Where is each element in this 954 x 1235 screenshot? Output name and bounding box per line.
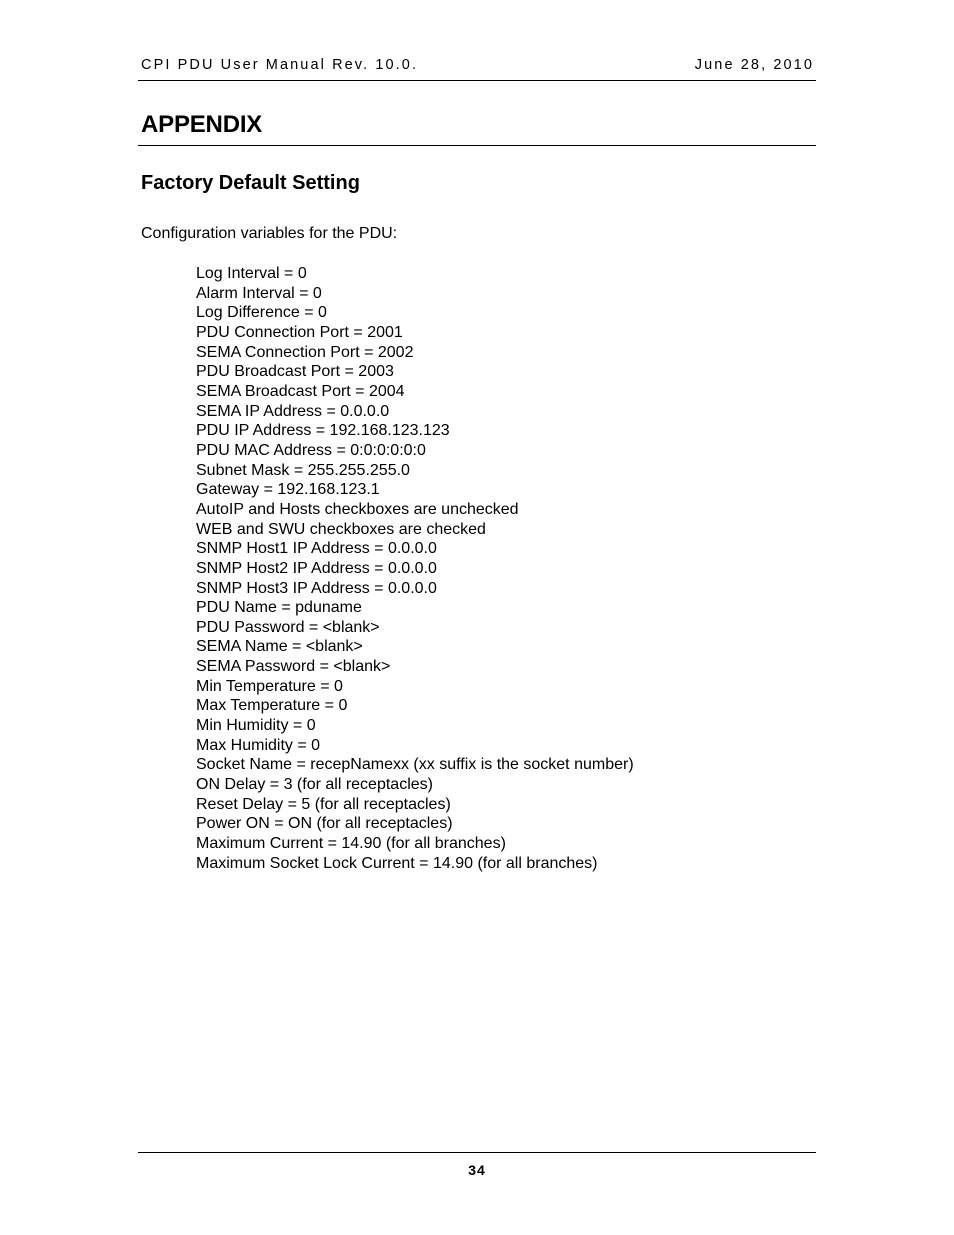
- setting-item: AutoIP and Hosts checkboxes are unchecked: [196, 500, 519, 518]
- setting-item: Log Difference = 0: [196, 304, 327, 322]
- setting-item: SEMA Broadcast Port = 2004: [196, 382, 405, 400]
- setting-item: ON Delay = 3 (for all receptacles): [196, 776, 433, 794]
- appendix-title: APPENDIX: [141, 111, 263, 138]
- setting-item: Gateway = 192.168.123.1: [196, 481, 380, 499]
- manual-title: CPI PDU User Manual Rev. 10.0.: [141, 57, 419, 73]
- setting-item: Max Humidity = 0: [196, 736, 321, 754]
- setting-item: WEB and SWU checkboxes are checked: [196, 520, 486, 538]
- setting-item: PDU Name = pduname: [196, 599, 362, 617]
- manual-date: June 28, 2010: [694, 57, 814, 73]
- setting-item: Min Temperature = 0: [196, 677, 343, 695]
- setting-item: Max Temperature = 0: [196, 697, 348, 715]
- setting-item: Maximum Socket Lock Current = 14.90 (for all branches): [196, 854, 598, 872]
- setting-item: Alarm Interval = 0: [196, 284, 322, 302]
- setting-item: PDU Connection Port = 2001: [196, 323, 403, 341]
- default-settings-list: [196, 264, 634, 873]
- setting-item: Subnet Mask = 255.255.255.0: [196, 461, 410, 479]
- setting-item: Maximum Current = 14.90 (for all branches): [196, 835, 506, 853]
- setting-item: Min Humidity = 0: [196, 717, 316, 735]
- setting-item: SEMA Password = <blank>: [196, 658, 391, 676]
- section-title: Factory Default Setting: [141, 172, 360, 194]
- setting-item: Socket Name = recepNamexx (xx suffix is the socket number): [196, 756, 634, 774]
- setting-item: Power ON = ON (for all receptacles): [196, 815, 453, 833]
- setting-item: Reset Delay = 5 (for all receptacles): [196, 795, 451, 813]
- page-number: 34: [468, 1162, 486, 1178]
- setting-item: Log Interval = 0: [196, 265, 307, 282]
- setting-item: SEMA Name = <blank>: [196, 638, 363, 656]
- page-footer: [138, 1152, 816, 1178]
- setting-item: SEMA Connection Port = 2002: [196, 343, 414, 361]
- setting-item: PDU Broadcast Port = 2003: [196, 363, 394, 381]
- setting-item: PDU Password = <blank>: [196, 618, 380, 636]
- setting-item: PDU MAC Address = 0:0:0:0:0:0: [196, 441, 426, 459]
- intro-text: Configuration variables for the PDU:: [141, 225, 398, 242]
- setting-item: SEMA IP Address = 0.0.0.0: [196, 402, 390, 420]
- appendix-heading-block: [138, 108, 816, 146]
- setting-item: PDU IP Address = 192.168.123.123: [196, 422, 450, 440]
- page-header: [138, 56, 816, 81]
- setting-item: SNMP Host3 IP Address = 0.0.0.0: [196, 579, 437, 597]
- setting-item: SNMP Host1 IP Address = 0.0.0.0: [196, 540, 437, 558]
- setting-item: SNMP Host2 IP Address = 0.0.0.0: [196, 559, 437, 577]
